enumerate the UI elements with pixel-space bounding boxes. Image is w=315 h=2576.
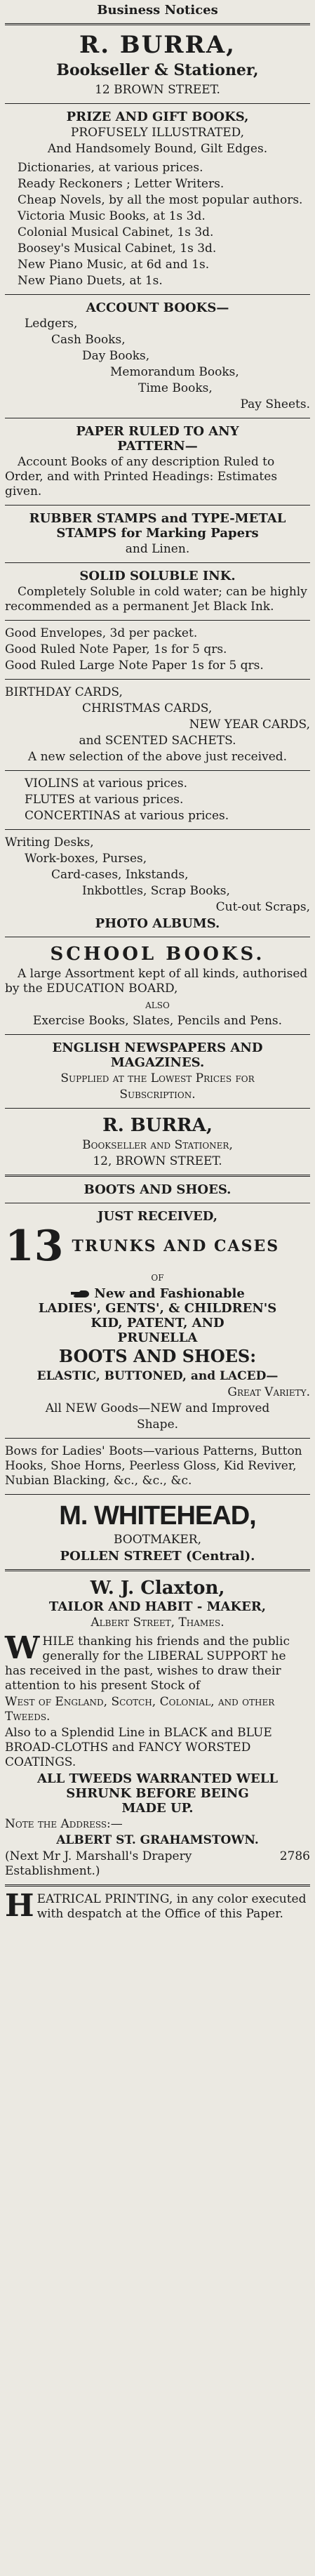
divider [5, 770, 310, 771]
school-heading: SCHOOL BOOKS. [50, 944, 265, 965]
divider [5, 294, 310, 295]
prize-heading: PRIZE AND GIFT BOOKS, [66, 110, 249, 124]
divider [5, 1884, 310, 1887]
school-also: also [145, 998, 170, 1012]
list-item: VIOLINS at various prices. [25, 777, 187, 791]
claxton-next-line [5, 1849, 310, 1879]
drop-cap: H [5, 1888, 34, 1924]
divider [5, 23, 310, 25]
newspapers-line: MAGAZINES. [110, 1055, 205, 1070]
list-item: Writing Desks, [5, 835, 94, 850]
claxton-next: (Next Mr J. Marshall's Drapery Establishment.) [5, 1849, 192, 1878]
stamps-line: RUBBER STAMPS and TYPE-METAL [29, 511, 286, 526]
goods-line: Shape. [136, 1418, 179, 1432]
list-item: Good Ruled Large Note Paper 1s for 5 qrs. [5, 659, 264, 673]
claxton-trade: TAILOR AND HABIT - MAKER, [48, 1599, 267, 1614]
cards-line: A new selection of the above just received. [27, 750, 288, 764]
photo-albums: PHOTO ALBUMS. [95, 916, 220, 931]
divider [5, 562, 310, 563]
list-item: Pay Sheets. [240, 397, 310, 411]
printing-block [5, 1888, 310, 1924]
trunks-text: TRUNKS AND CASES [72, 1237, 280, 1255]
claxton-name: W. J. Claxton, [90, 1578, 225, 1599]
stamps-line: and Linen. [125, 542, 190, 556]
divider [5, 829, 310, 830]
just-received: JUST RECEIVED, [98, 1209, 217, 1224]
list-item: Dictionaries, at various prices. [18, 161, 203, 175]
burra-trade: Bookseller & Stationer, [56, 61, 259, 79]
list-item: New Piano Music, at 6d and 1s. [18, 258, 210, 272]
trunks-line [5, 1224, 310, 1269]
of-word: of [151, 1270, 164, 1284]
divider [5, 1108, 310, 1109]
trunks-count: 13 [5, 1222, 64, 1271]
prize-bound: And Handsomely Bound, Gilt Edges. [47, 142, 268, 156]
goods-line: All NEW Goods—NEW and Improved [45, 1401, 270, 1415]
drop-cap: W [5, 1630, 40, 1666]
variety-line: Great Variety. [227, 1385, 310, 1399]
whitehead-trade: BOOTMAKER, [113, 1533, 202, 1547]
paper-heading: PAPER RULED TO ANY [76, 424, 239, 439]
burra-footer-name: R. BURRA, [102, 1115, 213, 1136]
claxton-splendid: Also to a Splendid Line in BLACK and BLUE BROAD-CLOTHS and FANCY WORSTED COATINGS. [5, 1726, 272, 1769]
cards-line: NEW YEAR CARDS, [189, 718, 310, 732]
prize-list [5, 161, 310, 289]
divider [5, 679, 310, 680]
boots-heading: BOOTS AND SHOES. [83, 1182, 232, 1197]
divider [5, 1175, 310, 1177]
divider [5, 1034, 310, 1035]
claxton-ref: 2786 [279, 1849, 310, 1863]
ink-heading: SOLID SOLUBLE INK. [79, 569, 236, 583]
types-line: PRUNELLA [117, 1330, 198, 1345]
list-item: Ready Reckoners ; Letter Writers. [18, 177, 224, 191]
list-item: Good Ruled Note Paper, 1s for 5 qrs. [5, 642, 227, 656]
list-item: Memorandum Books, [110, 365, 239, 379]
claxton-note: Note the Address:— [5, 1817, 123, 1831]
divider [5, 1438, 310, 1439]
paper-heading-2: PATTERN— [117, 439, 198, 454]
types-line: KID, PATENT, AND [91, 1316, 224, 1330]
printing-body: EATRICAL PRINTING, in any color executed with despatch at the Office of this Paper. [36, 1892, 307, 1921]
cards-line: and SCENTED SACHETS. [79, 734, 236, 748]
ink-body: Completely Soluble in cold water; can be highly recommended as a permanent Jet Black Ink. [5, 585, 307, 614]
burra-footer-address: 12, BROWN STREET. [93, 1154, 222, 1168]
list-item: Time Books, [138, 381, 213, 395]
kinds-line: ELASTIC, BUTTONED, and LACED— [36, 1369, 279, 1383]
list-item: Cash Books, [51, 333, 126, 347]
whitehead-name: M. WHITEHEAD, [59, 1501, 256, 1531]
whitehead-address: POLLEN STREET (Central). [60, 1549, 255, 1564]
boots-shoes: BOOTS AND SHOES: [58, 1346, 257, 1366]
list-item: Day Books, [82, 349, 150, 363]
newspapers-line: Subscription. [119, 1088, 196, 1102]
divider [5, 1494, 310, 1495]
claxton-body: HILE thanking his friends and the public generally for the LIBERAL SUPPORT he has received in the past, wishes to draw their attention to his present Stock of [5, 1634, 290, 1693]
account-heading: ACCOUNT BOOKS— [86, 300, 229, 315]
list-item: Victoria Music Books, at 1s 3d. [18, 209, 206, 223]
newspapers-line: Supplied at the Lowest Prices for [60, 1071, 255, 1085]
paper-body: Account Books of any description Ruled to Order, and with Printed Headings: Estimates given. [5, 455, 278, 498]
divider [5, 505, 310, 506]
list-item: Colonial Musical Cabinet, 1s 3d. [18, 225, 214, 239]
burra-address: 12 BROWN STREET. [95, 83, 220, 97]
list-item: FLUTES at various prices. [25, 793, 184, 807]
list-item: Inkbottles, Scrap Books, [82, 884, 230, 898]
fashion-line [5, 1286, 310, 1301]
pointing-hand-icon [70, 1289, 90, 1299]
claxton-address: Albert Street, Thames. [91, 1616, 224, 1630]
cards-line: BIRTHDAY CARDS, [5, 685, 123, 699]
divider [5, 620, 310, 621]
stamps-line: STAMPS for Marking Papers [56, 526, 259, 541]
warranted-line: MADE UP. [121, 1801, 194, 1816]
section-title: Business Notices [97, 3, 218, 18]
newspapers-line: ENGLISH NEWSPAPERS AND [52, 1041, 263, 1055]
claxton-body-block [5, 1630, 310, 1693]
school-extra: Exercise Books, Slates, Pencils and Pens. [32, 1014, 283, 1028]
bows-text: Bows for Ladies' Boots—various Patterns, Button Hooks, Shoe Horns, Peerless Gloss, Kid Reviver, Nubian Blacking, &c., &c., &c. [5, 1444, 302, 1488]
warranted-line: ALL TWEEDS WARRANTED WELL [36, 1771, 279, 1786]
claxton-address-2: ALBERT ST. GRAHAMSTOWN. [56, 1833, 259, 1847]
list-item: Cheap Novels, by all the most popular authors. [18, 193, 303, 207]
list-item: CONCERTINAS at various prices. [25, 809, 229, 823]
burra-footer-trade: Bookseller and Stationer, [82, 1138, 233, 1152]
claxton-tweeds: West of England, Scotch, Colonial, and other Tweeds. [5, 1695, 275, 1724]
list-item: Good Envelopes, 3d per packet. [5, 626, 198, 640]
cards-line: CHRISTMAS CARDS, [82, 701, 213, 715]
list-item: Card-cases, Inkstands, [51, 868, 189, 882]
burra-name: R. BURRA, [79, 31, 236, 59]
divider [5, 1569, 310, 1571]
divider [5, 103, 310, 104]
list-item: New Piano Duets, at 1s. [18, 274, 163, 288]
prize-sub: PROFUSELY ILLUSTRATED, [70, 126, 245, 140]
list-item: Cut-out Scraps, [215, 900, 310, 914]
list-item: Ledgers, [25, 317, 78, 331]
types-line: LADIES', GENTS', & CHILDREN'S [38, 1301, 277, 1316]
list-item: Boosey's Musical Cabinet, 1s 3d. [18, 242, 217, 256]
warranted-line: SHRUNK BEFORE BEING [66, 1786, 249, 1801]
school-body: A large Assortment kept of all kinds, authorised by the EDUCATION BOARD, [5, 967, 308, 996]
list-item: Work-boxes, Purses, [25, 852, 147, 866]
fashion-text: New and Fashionable [94, 1286, 245, 1301]
